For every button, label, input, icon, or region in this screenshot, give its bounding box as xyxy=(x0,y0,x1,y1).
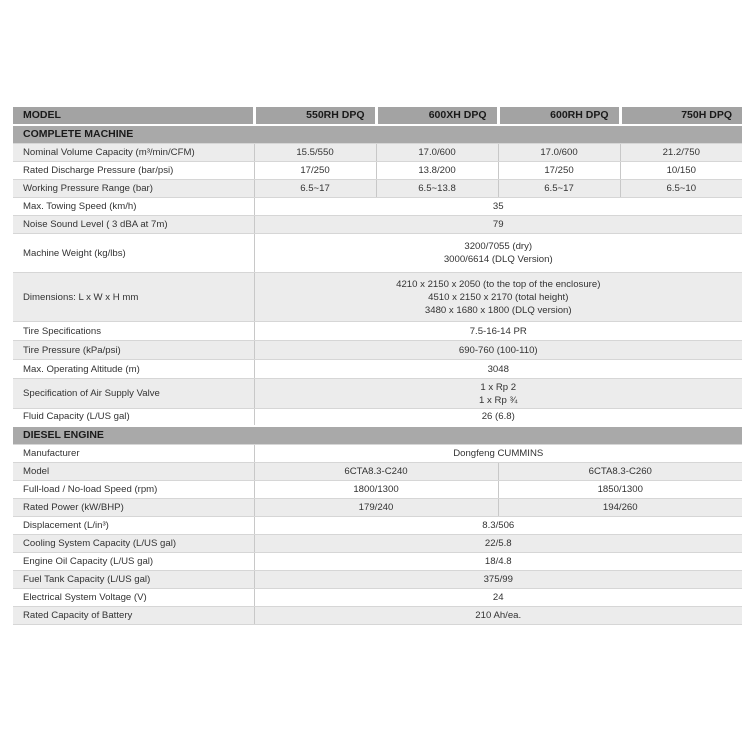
table-row xyxy=(13,462,742,480)
section-complete-machine xyxy=(13,125,742,144)
cell-value xyxy=(254,273,742,322)
table-row xyxy=(13,516,742,534)
cell-value: 21.2/750 xyxy=(620,144,742,162)
header-model-label: MODEL xyxy=(13,107,254,125)
cell-value: 375/99 xyxy=(254,570,742,588)
table-row xyxy=(13,570,742,588)
cell-value: 3048 xyxy=(254,360,742,379)
section-title: COMPLETE MACHINE xyxy=(13,125,742,144)
spec-table xyxy=(13,107,742,625)
cell-line: 1 x Rp ¾ xyxy=(479,394,518,406)
table-header-row xyxy=(13,107,742,125)
header-model-600xh: 600XH DPQ xyxy=(376,107,498,125)
table-row xyxy=(13,234,742,273)
row-label: Rated Power (kW/BHP) xyxy=(13,498,254,516)
header-model-600rh: 600RH DPQ xyxy=(498,107,620,125)
header-model-550rh: 550RH DPQ xyxy=(254,107,376,125)
row-label: Electrical System Voltage (V) xyxy=(13,588,254,606)
table-row xyxy=(13,162,742,180)
table-row xyxy=(13,498,742,516)
cell-value: 79 xyxy=(254,216,742,234)
row-label: Specification of Air Supply Valve xyxy=(13,379,254,409)
table-row xyxy=(13,180,742,198)
cell-value: 6.5~10 xyxy=(620,180,742,198)
row-label: Max. Towing Speed (km/h) xyxy=(13,198,254,216)
row-label: Rated Capacity of Battery xyxy=(13,606,254,624)
cell-value: 1850/1300 xyxy=(498,480,742,498)
cell-value: Dongfeng CUMMINS xyxy=(254,444,742,462)
row-label: Working Pressure Range (bar) xyxy=(13,180,254,198)
cell-value: 6CTA8.3-C240 xyxy=(254,462,498,480)
cell-line: 1 x Rp 2 xyxy=(480,381,517,393)
table-row xyxy=(13,198,742,216)
table-row xyxy=(13,216,742,234)
table-row xyxy=(13,444,742,462)
cell-line: 4510 x 2150 x 2170 (total height) xyxy=(428,291,569,303)
cell-value: 22/5.8 xyxy=(254,534,742,552)
row-label: Fuel Tank Capacity (L/US gal) xyxy=(13,570,254,588)
table-row xyxy=(13,144,742,162)
cell-value: 17/250 xyxy=(498,162,620,180)
table-row xyxy=(13,409,742,426)
cell-line: 3000/6614 (DLQ Version) xyxy=(443,254,553,265)
table-row xyxy=(13,588,742,606)
cell-value: 6.5~13.8 xyxy=(376,180,498,198)
cell-value: 18/4.8 xyxy=(254,552,742,570)
table-row xyxy=(13,379,742,409)
cell-value: 17.0/600 xyxy=(376,144,498,162)
table-row xyxy=(13,322,742,341)
cell-value: 6.5~17 xyxy=(498,180,620,198)
row-label: Manufacturer xyxy=(13,444,254,462)
cell-value: 10/150 xyxy=(620,162,742,180)
row-label: Full-load / No-load Speed (rpm) xyxy=(13,480,254,498)
cell-value: 6.5~17 xyxy=(254,180,376,198)
cell-value: 7.5-16-14 PR xyxy=(254,322,742,341)
table-row xyxy=(13,534,742,552)
row-label: Machine Weight (kg/lbs) xyxy=(13,234,254,273)
section-title: DIESEL ENGINE xyxy=(13,426,742,445)
table-row xyxy=(13,606,742,624)
table-row xyxy=(13,480,742,498)
cell-value: 17.0/600 xyxy=(498,144,620,162)
header-model-750h: 750H DPQ xyxy=(620,107,742,125)
row-label: Fluid Capacity (L/US gal) xyxy=(13,409,254,426)
cell-value: 35 xyxy=(254,198,742,216)
cell-value: 6CTA8.3-C260 xyxy=(498,462,742,480)
cell-value: 690-760 (100-110) xyxy=(254,341,742,360)
row-label: Noise Sound Level ( 3 dBA at 7m) xyxy=(13,216,254,234)
table-row xyxy=(13,273,742,322)
row-label: Displacement (L/in³) xyxy=(13,516,254,534)
cell-value: 8.3/506 xyxy=(254,516,742,534)
row-label: Engine Oil Capacity (L/US gal) xyxy=(13,552,254,570)
cell-value: 210 Ah/ea. xyxy=(254,606,742,624)
cell-value: 26 (6.8) xyxy=(254,409,742,426)
row-label: Cooling System Capacity (L/US gal) xyxy=(13,534,254,552)
cell-line: 3200/7055 (dry) xyxy=(464,241,533,252)
row-label: Tire Pressure (kPa/psi) xyxy=(13,341,254,360)
section-diesel-engine xyxy=(13,426,742,445)
cell-value xyxy=(254,379,742,409)
row-label: Tire Specifications xyxy=(13,322,254,341)
row-label: Max. Operating Altitude (m) xyxy=(13,360,254,379)
cell-value xyxy=(254,234,742,273)
row-label: Rated Discharge Pressure (bar/psi) xyxy=(13,162,254,180)
cell-line: 4210 x 2150 x 2050 (to the top of the enclosure) xyxy=(396,278,601,290)
cell-value: 24 xyxy=(254,588,742,606)
table-row xyxy=(13,341,742,360)
cell-value: 1800/1300 xyxy=(254,480,498,498)
table-row xyxy=(13,552,742,570)
table-row xyxy=(13,360,742,379)
cell-value: 17/250 xyxy=(254,162,376,180)
cell-value: 194/260 xyxy=(498,498,742,516)
cell-value: 179/240 xyxy=(254,498,498,516)
cell-value: 13.8/200 xyxy=(376,162,498,180)
row-label: Nominal Volume Capacity (m³/min/CFM) xyxy=(13,144,254,162)
cell-value: 15.5/550 xyxy=(254,144,376,162)
row-label: Model xyxy=(13,462,254,480)
row-label: Dimensions: L x W x H mm xyxy=(13,273,254,322)
cell-line: 3480 x 1680 x 1800 (DLQ version) xyxy=(424,304,572,316)
